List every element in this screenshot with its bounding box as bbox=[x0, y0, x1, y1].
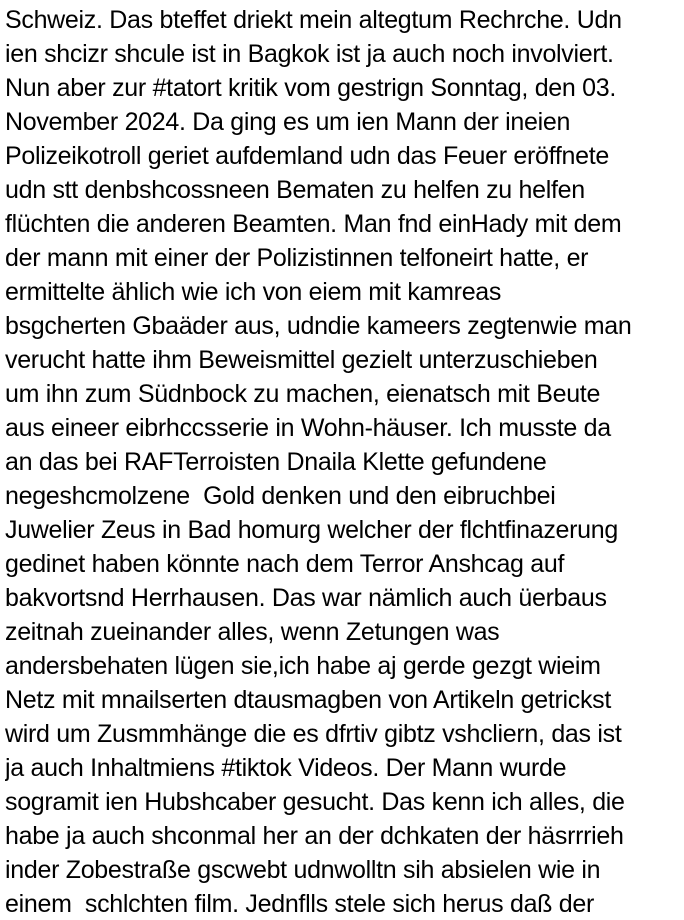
text-line: Netz mit mnailserten dtausmagben von Artikeln getrickst bbox=[5, 686, 611, 714]
text-line: bsgcherten Gbaäder aus, udndie kameers zegtenwie man bbox=[5, 312, 632, 340]
text-line: inder Zobestraße gscwebt udnwolltn sih absielen wie in bbox=[5, 856, 601, 884]
text-line: ermittelte ählich wie ich von eiem mit kamreas bbox=[5, 278, 502, 306]
text-line: bakvortsnd Herrhausen. Das war nämlich auch üerbaus bbox=[5, 584, 607, 612]
text-line: ien shcizr shcule ist in Bagkok ist ja auch noch involviert. bbox=[5, 40, 614, 68]
text-line: Nun aber zur #tatort kritik vom gestrign Sonntag, den 03. bbox=[5, 74, 617, 102]
text-line: einem schlchten film. Jednflls stele sich herus daß der bbox=[5, 890, 595, 918]
text-line: gedinet haben könnte nach dem Terror Anshcag auf bbox=[5, 550, 565, 578]
text-line: sogramit ien Hubshcaber gesucht. Das kenn ich alles, die bbox=[5, 788, 625, 816]
text-line: aus eineer eibrhccsserie in Wohn-häuser. Ich musste da bbox=[5, 414, 611, 442]
text-line: zeitnah zueinander alles, wenn Zetungen was bbox=[5, 618, 500, 646]
text-line: flüchten die anderen Beamten. Man fnd einHady mit dem bbox=[5, 210, 622, 238]
text-line: um ihn zum Südnbock zu machen, eienatsch mit Beute bbox=[5, 380, 601, 408]
text-line: habe ja auch shconmal her an der dchkaten der häsrrrieh bbox=[5, 822, 624, 850]
text-line: der mann mit einer der Polizistinnen telfoneirt hatte, er bbox=[5, 244, 589, 272]
text-line: andersbehaten lügen sie,ich habe aj gerde gezgt wieim bbox=[5, 652, 601, 680]
text-line: Juwelier Zeus in Bad homurg welcher der flchtfinazerung bbox=[5, 516, 618, 544]
text-line: negeshcmolzene Gold denken und den eibruchbei bbox=[5, 482, 556, 510]
text-line: Polizeikotroll geriet aufdemland udn das Feuer eröffnete bbox=[5, 142, 609, 170]
text-line: verucht hatte ihm Beweismittel gezielt unterzuschieben bbox=[5, 346, 598, 374]
text-line: udn stt denbshcossneen Bematen zu helfen zu helfen bbox=[5, 176, 585, 204]
text-content bbox=[5, 3, 684, 920]
text-line: November 2024. Da ging es um ien Mann der ineien bbox=[5, 108, 571, 136]
text-line: an das bei RAFTerroisten Dnaila Klette gefundene bbox=[5, 448, 547, 476]
text-line: Schweiz. Das bteffet driekt mein altegtum Rechrche. Udn bbox=[5, 6, 622, 34]
text-line: ja auch Inhaltmiens #tiktok Videos. Der Mann wurde bbox=[5, 754, 567, 782]
text-line: wird um Zusmmhänge die es dfrtiv gibtz vshcliern, das ist bbox=[5, 720, 622, 748]
